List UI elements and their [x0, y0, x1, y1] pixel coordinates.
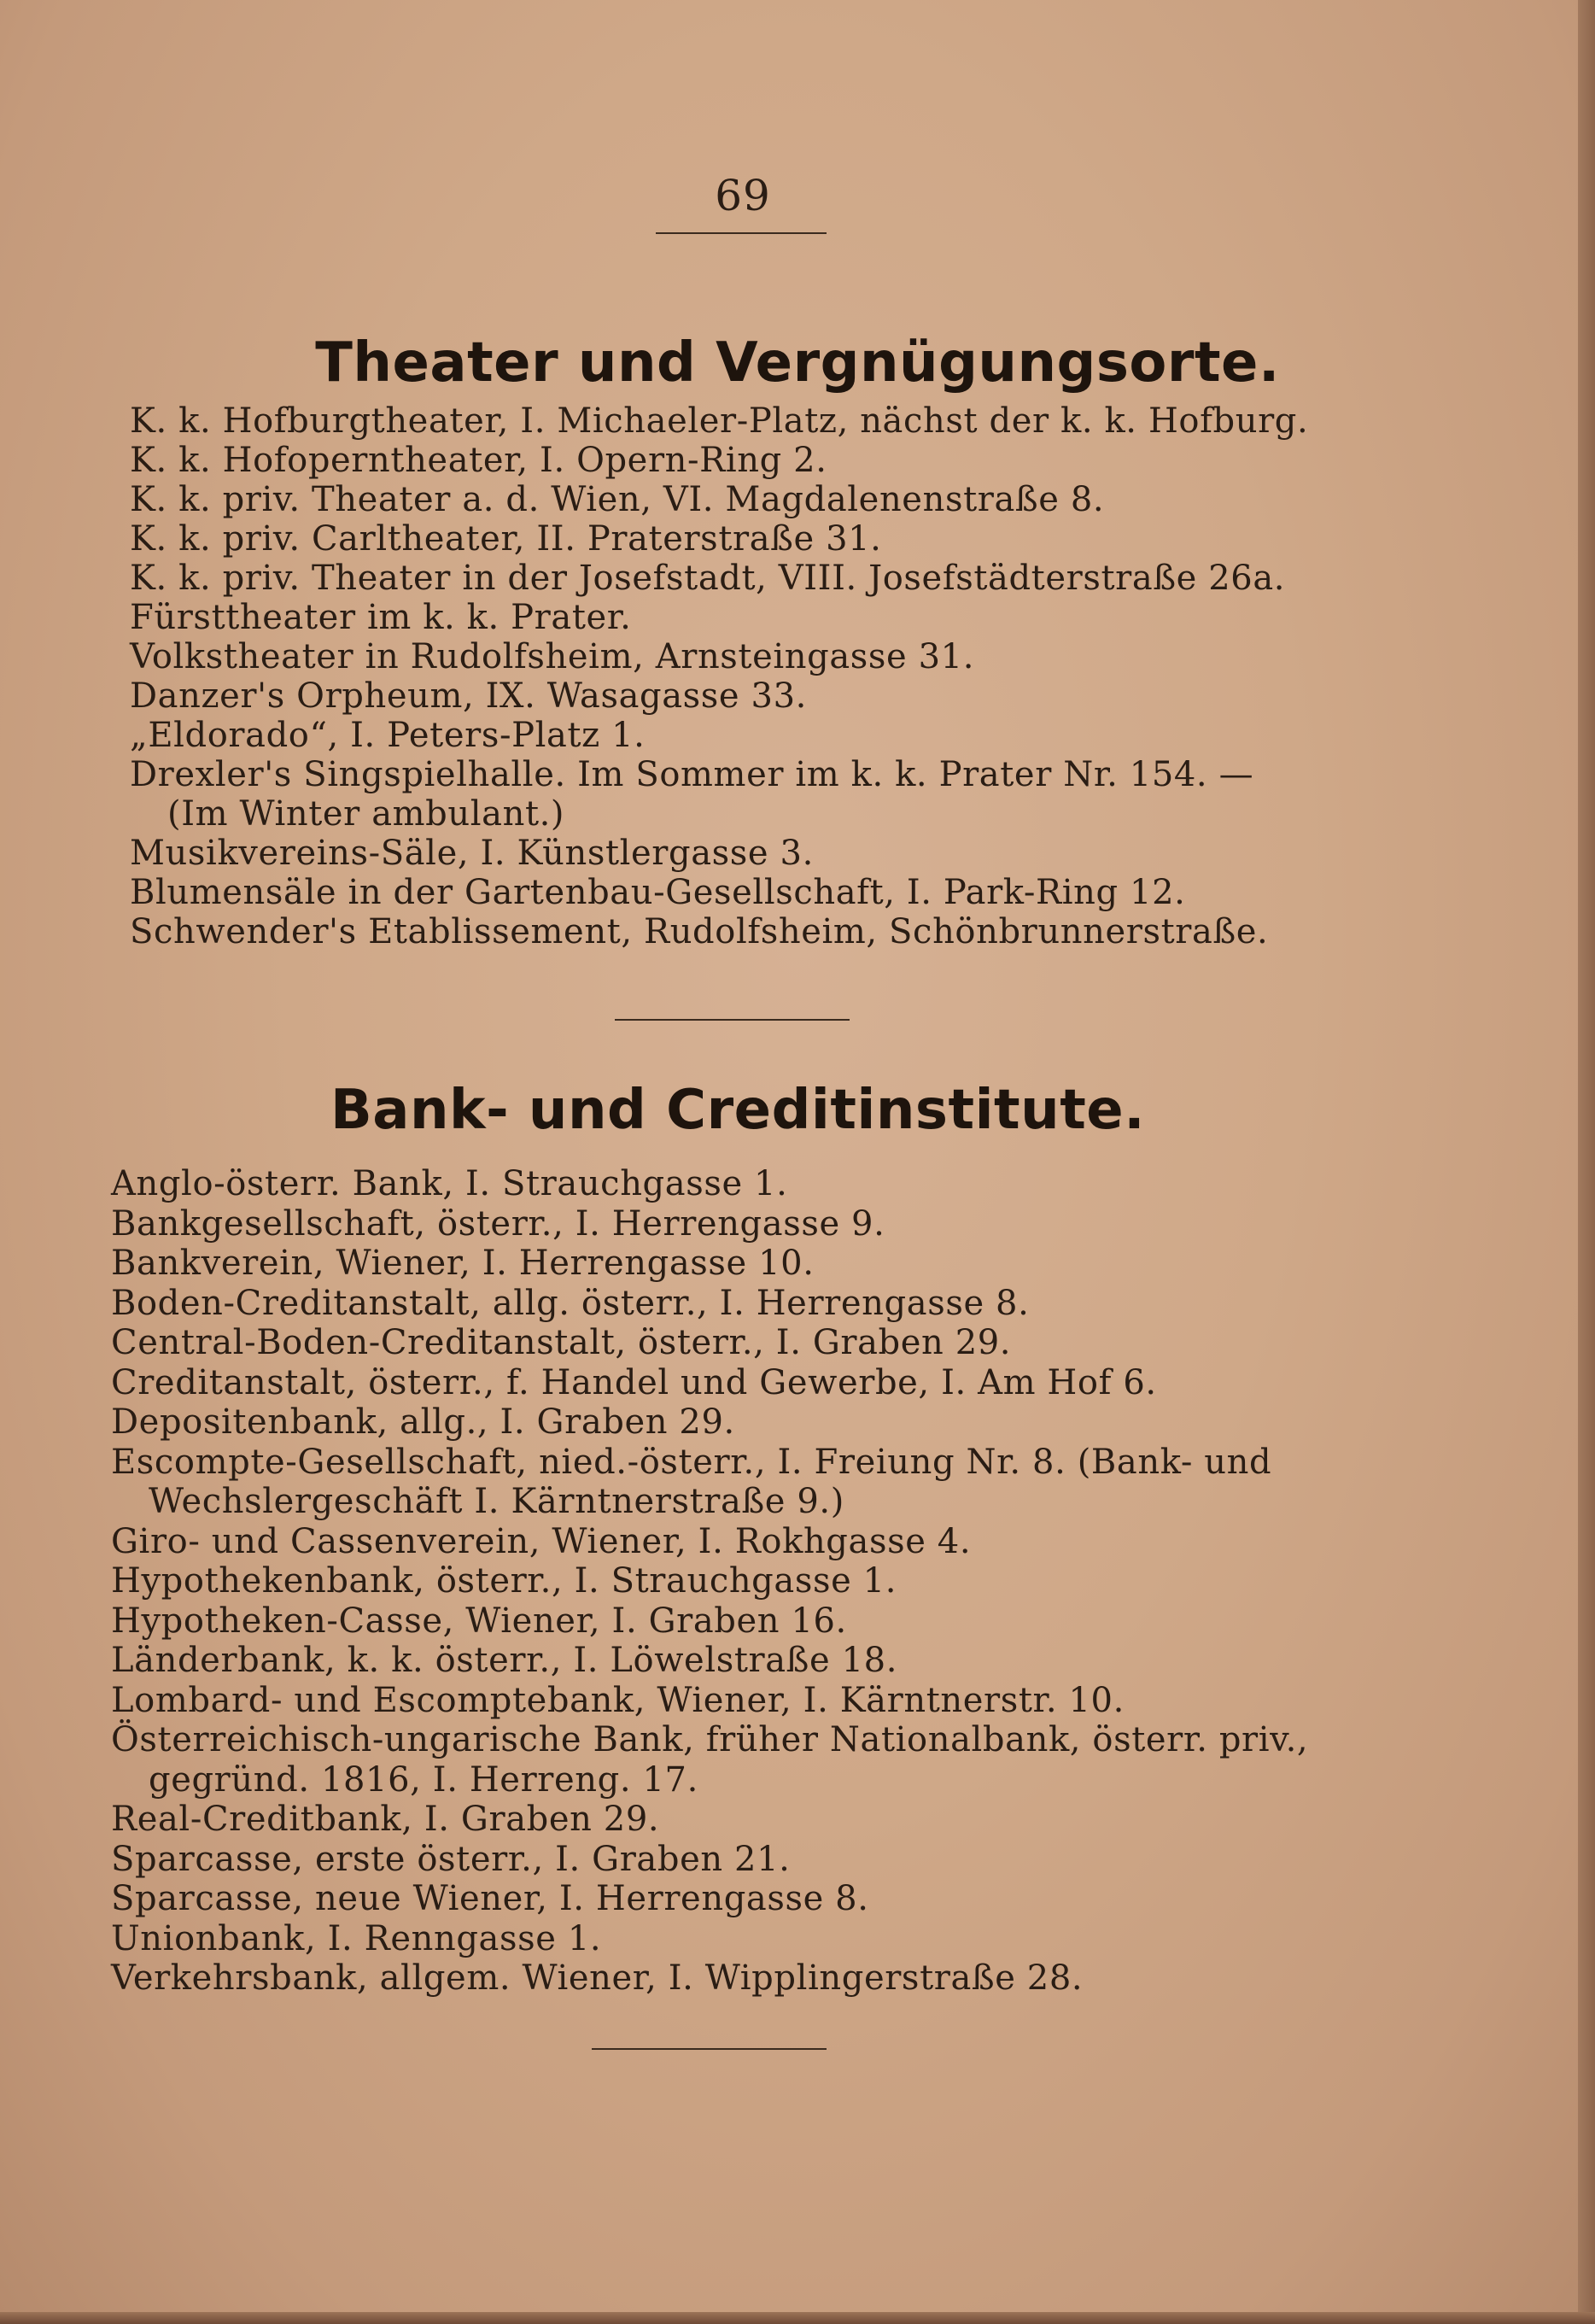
entry-text: Boden-Creditanstalt, allg. österr., I. Herrengasse 8.	[111, 1283, 1030, 1323]
entry-text: „Eldorado“, I. Peters-Platz 1.	[130, 716, 646, 755]
entry-text: Creditanstalt, österr., f. Handel und Gewerbe, I. Am Hof 6.	[111, 1362, 1157, 1402]
list-item	[130, 480, 1308, 519]
entry-text: Central-Boden-Creditanstalt, österr., I. Graben 29.	[111, 1323, 1012, 1362]
list-item	[130, 912, 1308, 951]
entry-text: Hypothekenbank, österr., I. Strauchgasse 1.	[111, 1561, 897, 1601]
entry-text: Länderbank, k. k. österr., I. Löwelstraße 18.	[111, 1641, 898, 1680]
entry-continuation: Wechslergeschäft I. Kärntnerstraße 9.)	[149, 1482, 844, 1521]
list-item	[111, 1323, 1308, 1363]
list-item	[130, 676, 1308, 716]
entry-text: Escompte-Gesellschaft, nied.-österr., I. Freiung Nr. 8. (Bank- und	[111, 1442, 1272, 1482]
section-divider	[615, 1019, 850, 1021]
entry-text: K. k. priv. Theater a. d. Wien, VI. Magdalenenstraße 8.	[130, 480, 1105, 519]
entry-text: K. k. priv. Carltheater, II. Praterstraße 31.	[130, 519, 882, 559]
list-item	[111, 1919, 1308, 1959]
entry-text: Sparcasse, erste österr., I. Graben 21.	[111, 1839, 791, 1879]
entry-text: Unionbank, I. Renngasse 1.	[111, 1918, 602, 1958]
list-item	[111, 1681, 1308, 1721]
list-item	[111, 1800, 1308, 1840]
list-item	[130, 716, 1308, 755]
entry-text: K. k. Hofoperntheater, I. Opern-Ring 2.	[130, 441, 827, 480]
list-item	[130, 598, 1308, 637]
list-item	[111, 1522, 1308, 1562]
list-item	[111, 1601, 1308, 1642]
entry-text: Drexler's Singspielhalle. Im Sommer im k. k. Prater Nr. 154. —	[130, 755, 1254, 794]
entry-text: Bankverein, Wiener, I. Herrengasse 10.	[111, 1244, 815, 1283]
entry-text: Real-Creditbank, I. Graben 29.	[111, 1800, 660, 1839]
list-item	[111, 1879, 1308, 1919]
list-item	[111, 1840, 1308, 1880]
entry-text: Blumensäle in der Gartenbau-Gesellschaft, I. Park-Ring 12.	[130, 873, 1186, 912]
entry-continuation: (Im Winter ambulant.)	[167, 794, 565, 834]
entry-text: Lombard- und Escomptebank, Wiener, I. Kärntnerstr. 10.	[111, 1680, 1125, 1720]
page-bottom-edge	[0, 2312, 1595, 2324]
list-item	[111, 1641, 1308, 1681]
list-item	[130, 873, 1308, 912]
section-title-theater: Theater und Vergnügungsorte.	[315, 331, 1280, 395]
list-item	[111, 1284, 1308, 1324]
list-item	[130, 834, 1308, 873]
list-item	[111, 1443, 1308, 1522]
entry-text: K. k. priv. Theater in der Josefstadt, VIII. Josefstädterstraße 26a.	[130, 559, 1286, 598]
list-item	[111, 1244, 1308, 1284]
entry-text: Verkehrsbank, allgem. Wiener, I. Wipplingerstraße 28.	[111, 1958, 1084, 1998]
list-item	[111, 1164, 1308, 1204]
list-item	[130, 441, 1308, 480]
entry-text: Fürsttheater im k. k. Prater.	[130, 598, 632, 637]
list-item	[130, 519, 1308, 559]
list-item	[130, 755, 1308, 834]
entry-text: Anglo-österr. Bank, I. Strauchgasse 1.	[111, 1164, 788, 1203]
entry-text: Danzer's Orpheum, IX. Wasagasse 33.	[130, 676, 807, 716]
list-item	[130, 559, 1308, 598]
list-item	[111, 1204, 1308, 1244]
entry-text: Hypotheken-Casse, Wiener, I. Graben 16.	[111, 1601, 847, 1641]
list-item	[130, 637, 1308, 676]
page-number: 69	[715, 171, 771, 220]
end-divider	[592, 2048, 827, 2050]
entry-text: Bankgesellschaft, österr., I. Herrengasse 9.	[111, 1203, 885, 1244]
entry-text: K. k. Hofburgtheater, I. Michaeler-Platz, nächst der k. k. Hofburg.	[130, 401, 1309, 441]
entry-text: Volkstheater in Rudolfsheim, Arnsteingasse 31.	[130, 637, 975, 676]
list-item	[111, 1720, 1308, 1800]
theater-list	[130, 401, 1308, 951]
list-item	[111, 1363, 1308, 1403]
entry-text: Schwender's Etablissement, Rudolfsheim, Schönbrunnerstraße.	[130, 912, 1269, 951]
list-item	[111, 1402, 1308, 1443]
entry-text: Österreichisch-ungarische Bank, früher Nationalbank, österr. priv.,	[111, 1720, 1309, 1759]
entry-text: Sparcasse, neue Wiener, I. Herrengasse 8.	[111, 1879, 869, 1918]
bank-list	[111, 1164, 1308, 1999]
entry-text: Musikvereins-Säle, I. Künstlergasse 3.	[130, 834, 814, 873]
list-item	[130, 401, 1308, 441]
entry-text: Giro- und Cassenverein, Wiener, I. Rokhgasse 4.	[111, 1521, 972, 1561]
list-item	[111, 1958, 1308, 1999]
entry-text: Depositenbank, allg., I. Graben 29.	[111, 1402, 735, 1442]
list-item	[111, 1561, 1308, 1601]
page-number-rule	[656, 232, 827, 234]
section-title-bank: Bank- und Creditinstitute.	[330, 1079, 1146, 1142]
entry-continuation: gegründ. 1816, I. Herreng. 17.	[149, 1759, 698, 1800]
